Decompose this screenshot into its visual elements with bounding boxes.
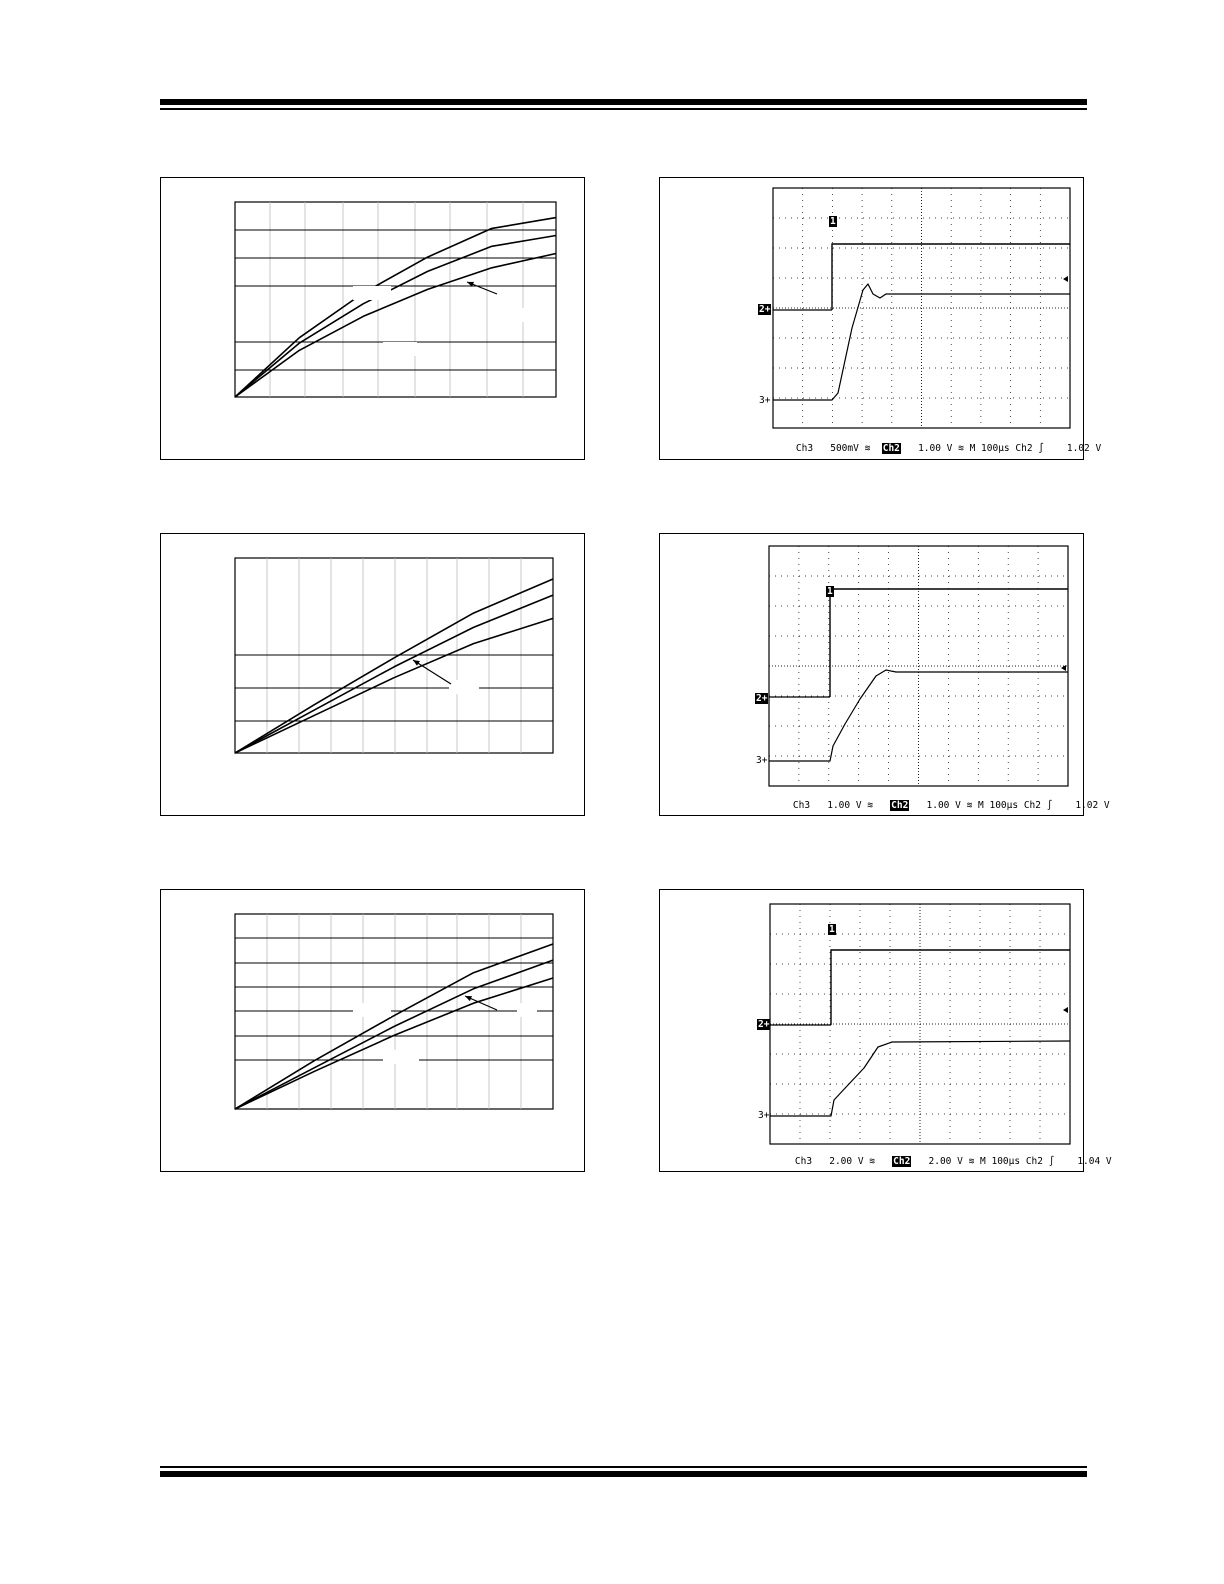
scope-3-time-label: M (980, 1156, 986, 1167)
series-line-curve-b (235, 595, 553, 753)
chart-3-svg (161, 890, 586, 1173)
chart-panel-2 (160, 533, 585, 816)
label-gap (517, 1003, 537, 1017)
scope-3-trig-level: 1.04 V (1077, 1156, 1112, 1167)
scope-2-ch1-marker: 1 (827, 586, 833, 597)
scope-3-ch2-scale: 2.00 V (928, 1156, 963, 1167)
scope-2-svg (660, 534, 1085, 817)
label-gap (353, 286, 391, 300)
scope-1-grid (773, 188, 1070, 428)
scope-1-trig-src: Ch2 (1015, 443, 1033, 454)
scope-3-ch2-tag: Ch2 (893, 1156, 911, 1167)
chart-1-svg (161, 178, 586, 461)
scope-2-time-scale: 100µs (989, 800, 1019, 811)
chart-panel-1 (160, 177, 585, 460)
scope-2-ch3-label: Ch3 (792, 800, 811, 811)
chart-3-annotations (353, 996, 537, 1064)
scope-3-ch3-scale: 2.00 V (829, 1156, 864, 1167)
scope-2-grid (769, 546, 1068, 786)
ch1-trace (832, 244, 1070, 310)
ch1-trace (830, 589, 1068, 697)
scope-1-trig-level: 1.02 V (1066, 443, 1102, 454)
chart-2-series (235, 579, 553, 753)
scope-2-ch2-tag: Ch2 (891, 800, 909, 811)
scope-1-time-label: M (969, 443, 976, 454)
scope-2-ch2-marker: 2+ (756, 693, 768, 704)
scope-2-time-label: M (978, 800, 984, 811)
label-gap (353, 1003, 391, 1017)
scope-2-readout: Ch3 1.00 V ≋ Ch2 1.00 V ≋ M 100µs Ch2 ∫ 1.02 V (792, 800, 1110, 811)
annotation-arrow-head (413, 660, 420, 666)
scope-panel-1 (659, 177, 1102, 460)
scope-3-trig-src: Ch2 (1025, 1156, 1043, 1167)
scope-2-ch2-scale: 1.00 V (926, 800, 961, 811)
scope-3-readout: Ch3 2.00 V ≋ Ch2 2.00 V ≋ M 100µs Ch2 ∫ 1.04 V (794, 1156, 1112, 1167)
chart-2-svg (161, 534, 586, 817)
scope-3-ch1-marker: 1 (829, 924, 835, 935)
scope-3-ch3-marker: 3+ (758, 1110, 770, 1121)
scope-2-ch3-scale: 1.00 V (827, 800, 862, 811)
scope-3-svg (660, 890, 1085, 1173)
scope-1-ch2-tag: Ch2 (882, 443, 900, 454)
scope-3-time-scale: 100µs (991, 1156, 1021, 1167)
series-line-curve-c (235, 618, 553, 753)
scope-1-ch2-marker: 2+ (759, 304, 771, 315)
label-gap (383, 342, 417, 356)
scope-panel-3 (659, 889, 1112, 1172)
series-line-curve-c (235, 978, 553, 1109)
scope-1-ch2-scale: 1.00 V (918, 443, 953, 454)
chart-1-grid (235, 202, 556, 397)
footer-rule-thin (160, 1466, 1087, 1468)
scope-2-trig-src: Ch2 (1023, 800, 1041, 811)
scope-3-grid (770, 904, 1070, 1144)
scope-1-ch3-marker: 3+ (759, 395, 771, 406)
ch1-trace (831, 950, 1070, 1025)
scope-1-readout: Ch3 500mV ≋ Ch2 1.00 V ≋ M 100µs Ch2 ∫ 1.02 V (795, 443, 1102, 454)
trigger-level-marker (1063, 276, 1068, 282)
scope-3-ch2-marker: 2+ (758, 1019, 770, 1030)
annotation-arrow (413, 660, 451, 684)
chart-3-series (235, 944, 553, 1109)
scope-panel-2 (659, 533, 1110, 816)
label-gap (517, 308, 531, 322)
label-gap (383, 1050, 419, 1064)
scope-1-ch3-scale: 500mV (830, 443, 859, 454)
footer-rule-thick (160, 1471, 1087, 1477)
chart-1-annotations (353, 282, 531, 356)
scope-3-ch3-label: Ch3 (794, 1156, 813, 1167)
scope-1-ch3-label: Ch3 (795, 443, 814, 454)
scope-2-ch3-marker: 3+ (756, 755, 768, 766)
chart-panel-3 (160, 889, 585, 1172)
scope-1-traces (773, 244, 1070, 400)
trigger-level-marker (1063, 1007, 1068, 1013)
scope-1-time-scale: 100µs (981, 443, 1010, 454)
series-line-curve-b (235, 236, 556, 398)
scope-1-svg (660, 178, 1085, 461)
scope-2-trig-level: 1.02 V (1075, 800, 1110, 811)
header-rule-thin (160, 108, 1087, 110)
header-rule-thick (160, 99, 1087, 105)
plot-frame (235, 202, 556, 397)
label-gap (449, 680, 479, 694)
scope-1-ch1-marker: 1 (830, 216, 836, 227)
